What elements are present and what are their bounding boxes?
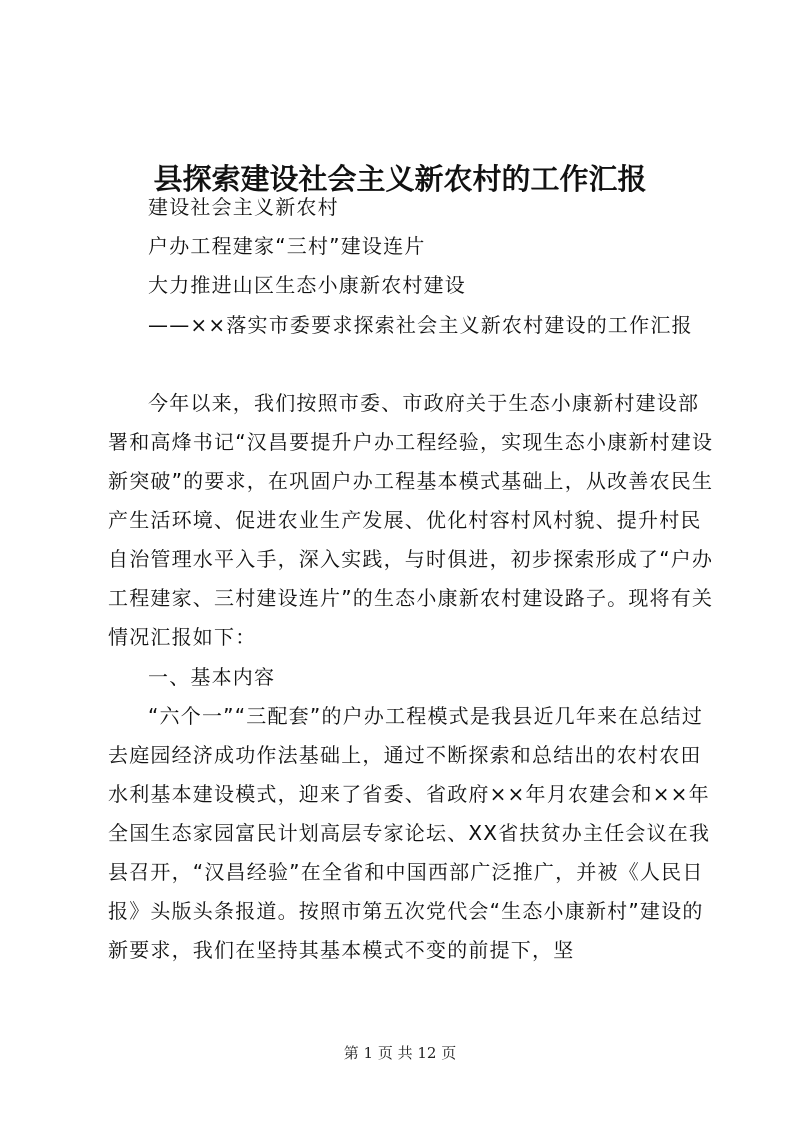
body-paragraph: “六个一”“三配套”的户办工程模式是我县近几年来在总结过去庭园经济成功作法基础上，通过不断探索和总结出的农村农田水利基本建设模式，迎来了省委、省政府××年月农建会和××年全国生态家园富民计划高层专家论坛、XX省扶贫办主任会议在我县召开，“汉昌经验”在全省和中国西部广泛推广，并被《人民日报》头版头条报道。按照市第五次党代会“生态小康新村”建设的新要求，我们在坚持其基本模式不变的前提下，坚 [108,704,711,962]
report-subtitle: ——××落实市委要求探索社会主义新农村建设的工作汇报 [148,313,693,337]
subtitle-line: 大力推进山区生态小康新农村建设 [148,273,466,297]
subtitle-line: 建设社会主义新农村 [148,195,339,219]
document-title: 县探索建设社会主义新农村的工作汇报 [153,162,647,197]
page-number: 第 1 页 共 12 页 [343,1044,457,1062]
subtitle-line: 户办工程建家“三村”建设连片 [148,234,426,258]
section-heading: 一、基本内容 [148,665,276,689]
body-paragraph: 今年以来，我们按照市委、市政府关于生态小康新村建设部署和高烽书记“汉昌要提升户办工程经验，实现生态小康新村建设新突破”的要求，在巩固户办工程基本模式基础上，从改善农民生产生活环境、促进农业生产发展、优化村容村风村貌、提升村民自治管理水平入手，深入实践，与时俱进，初步探索形成了“户办工程建家、三村建设连片”的生态小康新农村建设路子。现将有关情况汇报如下： [108,391,714,649]
